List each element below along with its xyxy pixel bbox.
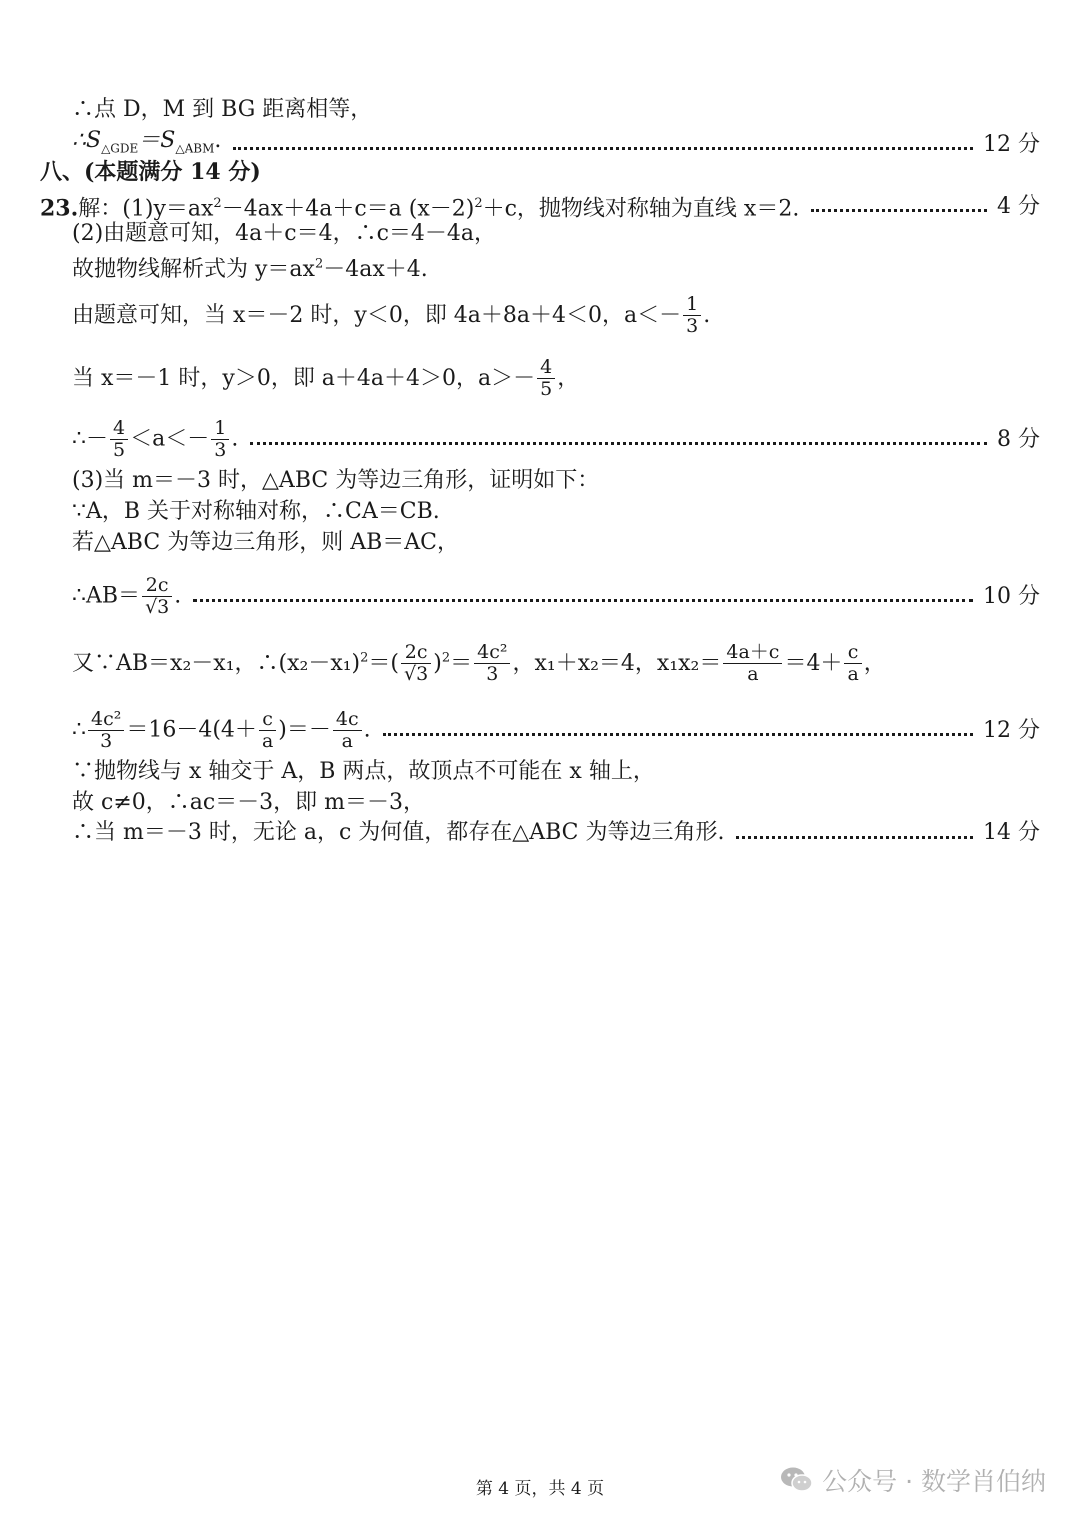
numerator: 4 (110, 418, 128, 440)
text-part: 由题意可知，当 x＝－2 时，y＜0，即 4a＋8a＋4＜0，a＜－ (72, 302, 682, 328)
line-12 (72, 528, 459, 558)
line-15 (72, 709, 1040, 752)
text-part: ∴S (72, 128, 102, 153)
text-part: )＝－ (278, 717, 331, 743)
line-10 (72, 466, 599, 496)
section-heading-text: 八、(本题满分 14 分) (40, 159, 261, 185)
numerator: 4c (333, 709, 362, 731)
line-text: ∵A，B 关于对称轴对称，∴CA＝CB. (72, 499, 440, 524)
line-11 (72, 497, 440, 527)
text-part: 当 x＝－1 时，y＞0，即 a＋4a＋4＞0，a＞－ (72, 365, 536, 391)
line-text: (2)由题意可知，4a＋c＝4，∴c＝4－4a， (72, 221, 497, 246)
fraction (88, 709, 124, 752)
text-part: ∴AB＝ (72, 583, 141, 609)
line-text (72, 257, 428, 282)
numerator: 1 (683, 294, 701, 316)
text-part: －4ax＋4. (323, 257, 428, 283)
subscript: △GDE (101, 141, 139, 156)
line-8 (72, 357, 579, 400)
score-label: 14 分 (983, 820, 1040, 845)
superscript: 2 (213, 196, 222, 211)
line-16 (72, 757, 655, 787)
line-text (72, 709, 371, 752)
text-part: . (214, 128, 222, 153)
dot-leader (193, 599, 973, 602)
line-18 (72, 818, 1040, 848)
denominator: 5 (540, 378, 553, 400)
numerator: c (259, 709, 276, 731)
superscript: 2 (474, 196, 483, 211)
numerator: 2c (401, 642, 431, 664)
numerator: 4 (537, 357, 555, 379)
line-text: ∴当 m＝－3 时，无论 a，c 为何值，都存在△ABC 为等边三角形. (72, 820, 725, 845)
fraction (110, 418, 128, 461)
fraction (474, 642, 510, 685)
line-text (72, 575, 181, 618)
section-heading (40, 157, 261, 187)
denominator: 3 (686, 315, 699, 337)
denominator: 5 (113, 439, 126, 461)
fraction (142, 575, 172, 618)
text-part: 故抛物线解析式为 y＝ax (72, 257, 315, 283)
denominator: 3 (214, 439, 227, 461)
denominator: √3 (404, 663, 429, 685)
wechat-icon (780, 1466, 814, 1494)
line-text (72, 641, 886, 685)
question-number: 23. (40, 195, 79, 222)
subscript: △ABM (175, 141, 215, 156)
score-label: 12 分 (983, 131, 1040, 157)
fraction (259, 709, 276, 752)
text-part: ，x₁＋x₂＝4，x₁x₂＝ (512, 650, 722, 676)
superscript: 2 (314, 257, 324, 272)
denominator: a (261, 730, 274, 752)
text-part: ＝( (368, 650, 400, 676)
score-label: 4 分 (997, 193, 1040, 219)
text-part: ) (433, 650, 442, 676)
denominator: a (747, 663, 759, 685)
text-part: ＝4＋ (784, 650, 843, 676)
line-6 (72, 250, 428, 285)
denominator: √3 (145, 596, 170, 618)
fraction (211, 418, 229, 461)
text-part: －4ax＋4a＋c＝a (x－2) (221, 196, 475, 222)
fraction (333, 709, 362, 752)
line-17 (72, 788, 425, 818)
line-text: (3)当 m＝－3 时，△ABC 为等边三角形，证明如下： (72, 468, 600, 493)
dot-leader (736, 836, 973, 839)
line-text (72, 356, 580, 400)
numerator: 4a＋c (723, 642, 782, 664)
text-part: 解：(1)y＝ax (78, 196, 214, 222)
numerator: 1 (211, 418, 229, 440)
text-part: ＝ (450, 650, 473, 676)
dot-leader (233, 147, 973, 150)
denominator: a (341, 730, 353, 752)
numerator: 4c² (474, 642, 510, 664)
denominator: 3 (100, 730, 113, 752)
line-text: ∴点 D，M 到 BG 距离相等， (72, 97, 373, 122)
line-1 (72, 95, 372, 125)
numerator: 2c (142, 575, 172, 597)
watermark (780, 1462, 1046, 1498)
watermark-text: 公众号 · 数学肖伯纳 (822, 1467, 1046, 1496)
text-part: ＝S (138, 128, 176, 153)
line-7 (72, 294, 710, 337)
numerator: 4c² (88, 709, 124, 731)
denominator: 3 (486, 663, 499, 685)
fraction (844, 642, 861, 685)
numerator: c (844, 642, 861, 664)
line-13 (72, 575, 1040, 618)
text-part: ， (863, 650, 886, 676)
fraction (537, 357, 555, 400)
fraction (723, 642, 782, 685)
superscript: 2 (441, 650, 451, 666)
dot-leader (383, 733, 973, 736)
text-part: ＝16－4(4＋ (126, 717, 257, 743)
line-text: 若△ABC 为等边三角形，则 AB＝AC， (72, 530, 459, 555)
text-part: 又∵AB＝x₂－x₁，∴(x₂－x₁) (72, 650, 361, 676)
fraction (683, 294, 701, 337)
score-label: 8 分 (997, 426, 1040, 452)
line-text: ∵抛物线与 x 轴交于 A，B 两点，故顶点不可能在 x 轴上， (72, 759, 655, 784)
text-part: . (174, 583, 182, 609)
text-part: ∴－ (72, 426, 108, 452)
line-9 (72, 418, 1040, 461)
line-text: 故 c≠0，∴ac＝－3，即 m＝－3， (72, 790, 426, 815)
line-text (72, 418, 238, 461)
line-5 (72, 219, 496, 249)
dot-leader (811, 209, 987, 212)
text-part: ＋c，抛物线对称轴为直线 x＝2. (482, 196, 800, 222)
line-14 (72, 642, 886, 685)
fraction (401, 642, 431, 685)
score-label: 12 分 (983, 717, 1040, 743)
dot-leader (250, 442, 987, 445)
denominator: a (847, 663, 859, 685)
text-part: . (703, 302, 711, 328)
text-part: . (363, 717, 371, 743)
page-footer: 第 4 页，共 4 页 (475, 1479, 605, 1499)
line-text (72, 293, 711, 337)
text-part: ， (557, 365, 580, 391)
text-part: . (231, 426, 239, 452)
score-label: 10 分 (983, 583, 1040, 609)
superscript: 2 (360, 650, 369, 666)
text-part: ＜a＜－ (130, 426, 210, 452)
text-part: ∴ (72, 717, 86, 743)
